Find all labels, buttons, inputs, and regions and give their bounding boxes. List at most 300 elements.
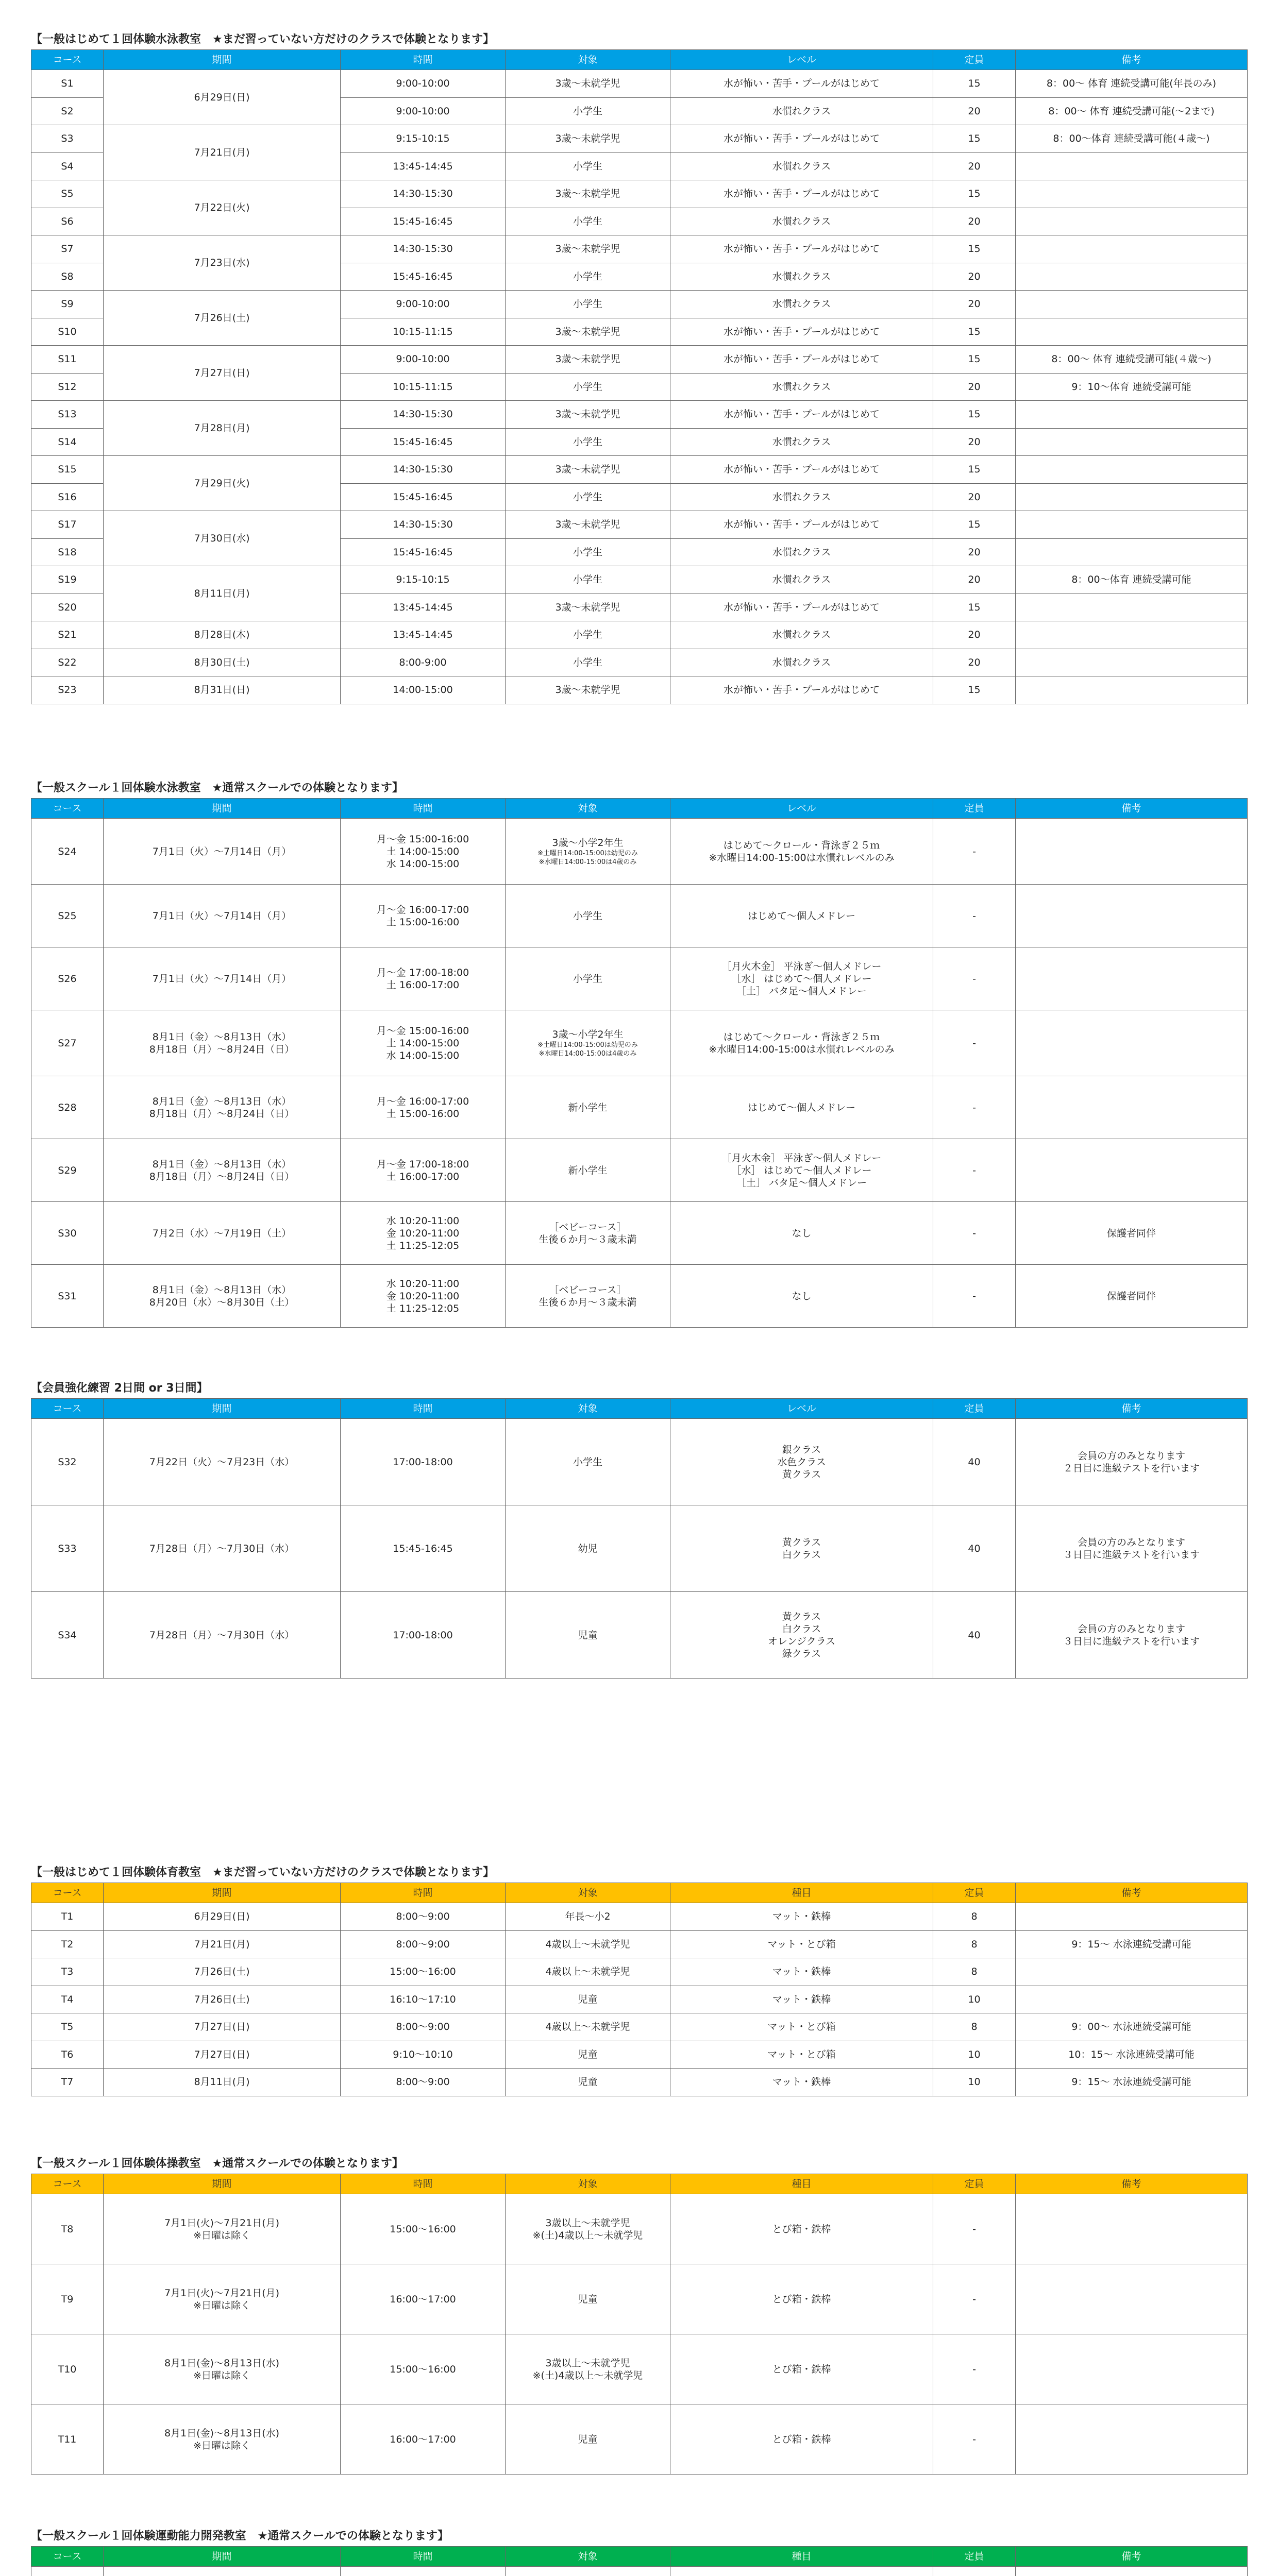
period-cell: 7月26日(土)	[104, 1986, 341, 2013]
header-level: レベル	[670, 799, 933, 819]
table-row	[31, 235, 1248, 263]
level-cell: 水慣れクラス	[670, 566, 933, 594]
course-code: S29	[31, 1139, 104, 1202]
period-cell: 7月26日(土)	[104, 1958, 341, 1986]
section-motor-skills	[31, 2529, 1247, 2576]
capacity-cell: -	[933, 1076, 1016, 1139]
header-course: コース	[31, 2547, 104, 2567]
note-cell: 8：00～ 体育 連続受講可能(４歳～)	[1016, 346, 1248, 374]
header-course: コース	[31, 2174, 104, 2194]
target-cell: 小学生	[506, 621, 670, 649]
note-cell	[1016, 2334, 1248, 2404]
time-cell: 14:30-15:30	[341, 401, 506, 429]
target-cell-line: 新小学生	[568, 1164, 608, 1176]
note-cell	[1016, 1903, 1248, 1931]
header-target: 対象	[506, 1883, 670, 1903]
level-cell	[670, 1265, 933, 1328]
time-cell-line: 金 10:20-11:00	[386, 1227, 460, 1239]
table-row	[31, 2013, 1248, 2041]
time-cell-line: 月～金 17:00-18:00	[376, 1158, 469, 1170]
time-cell-line: 月～金 16:00-17:00	[376, 904, 469, 916]
time-cell: 14:30-15:30	[341, 180, 506, 208]
header-level: 種目	[670, 2174, 933, 2194]
header-period: 期間	[104, 799, 341, 819]
target-cell: 3歳～未就学児	[506, 676, 670, 704]
target-cell: 3歳～未就学児	[506, 594, 670, 621]
note-cell-line: ３日目に進級テストを行います	[1063, 1549, 1200, 1561]
time-cell-line: 土 11:25-12:05	[386, 1302, 460, 1314]
course-code: T3	[31, 1958, 104, 1986]
gym-trial-table	[31, 1883, 1248, 2096]
note-cell	[1016, 208, 1248, 235]
target-cell: 年長～小2	[506, 1903, 670, 1931]
course-code: S22	[31, 649, 104, 676]
capacity-cell: 15	[933, 346, 1016, 374]
time-cell: 9:15-10:15	[341, 566, 506, 594]
level-cell-line: 白クラス	[782, 1623, 821, 1635]
period-cell	[104, 1010, 341, 1076]
time-cell-line: 土 16:00-17:00	[386, 979, 460, 991]
note-cell	[1016, 291, 1248, 318]
capacity-cell: 20	[933, 621, 1016, 649]
period-cell: 7月21日(月)	[104, 125, 341, 180]
period-cell-line: 8月1日(金)～8月13日(水)	[164, 2427, 280, 2439]
level-cell	[670, 1419, 933, 1505]
time-cell: 15:00～16:00	[341, 2194, 506, 2264]
capacity-cell: 20	[933, 428, 1016, 456]
level-cell: 水慣れクラス	[670, 291, 933, 318]
table-row	[31, 1505, 1248, 1592]
table-row	[31, 621, 1248, 649]
period-cell-line: 8月1日(金)～8月13日(水)	[164, 2357, 280, 2369]
time-cell: 13:45-14:45	[341, 152, 506, 180]
period-cell-line: 7月1日（火）～7月14日（月）	[152, 973, 292, 985]
time-cell	[341, 1076, 506, 1139]
capacity-cell: 15	[933, 318, 1016, 346]
section-title: 【一般スクール１回体験水泳教室 ★通常スクールでの体験となります】	[31, 782, 403, 794]
time-cell: 14:30-15:30	[341, 511, 506, 539]
level-cell: とび箱・鉄棒	[670, 2404, 933, 2475]
capacity-cell: -	[933, 1139, 1016, 1202]
level-cell: とび箱・鉄棒	[670, 2264, 933, 2334]
capacity-cell: 20	[933, 373, 1016, 401]
time-cell	[341, 947, 506, 1010]
header-period: 期間	[104, 1883, 341, 1903]
target-cell-line: 3歳～小学2年生	[552, 1028, 624, 1040]
capacity-cell: -	[933, 2404, 1016, 2475]
target-cell: 3歳～未就学児	[506, 125, 670, 153]
capacity-cell: 20	[933, 538, 1016, 566]
header-level: 種目	[670, 2547, 933, 2567]
table-row	[31, 1986, 1248, 2013]
level-cell: 水が怖い・苦手・プールがはじめて	[670, 401, 933, 429]
time-cell	[341, 2567, 506, 2576]
period-cell: 7月29日(火)	[104, 456, 341, 511]
header-target: 対象	[506, 1399, 670, 1419]
level-cell: 水慣れクラス	[670, 649, 933, 676]
section-title: 【会員強化練習 2日間 or 3日間】	[31, 1382, 208, 1395]
time-cell: 15:45-16:45	[341, 208, 506, 235]
period-cell	[104, 2264, 341, 2334]
level-cell-line: オレンジクラス	[767, 1635, 836, 1647]
time-cell: 8:00～9:00	[341, 1930, 506, 1958]
level-cell: 水が怖い・苦手・プールがはじめて	[670, 346, 933, 374]
section-title: 【一般はじめて１回体験体育教室 ★まだ習っていない方だけのクラスで体験となります】	[31, 1866, 495, 1879]
target-cell: 3歳～未就学児	[506, 318, 670, 346]
capacity-cell: 40	[933, 1505, 1016, 1592]
course-code: T2	[31, 1930, 104, 1958]
table-header-row	[31, 2174, 1248, 2194]
time-cell-line: 土 15:00-16:00	[386, 916, 460, 928]
target-cell: 3歳～未就学児	[506, 70, 670, 98]
period-cell: 7月21日(月)	[104, 1930, 341, 1958]
target-cell: 幼児	[506, 1505, 670, 1592]
table-row	[31, 1076, 1248, 1139]
period-cell: 7月28日（月）～7月30日（水）	[104, 1592, 341, 1679]
target-cell	[506, 1265, 670, 1328]
level-cell	[670, 1505, 933, 1592]
note-cell	[1016, 2264, 1248, 2334]
course-code: S33	[31, 1505, 104, 1592]
period-cell-line: 7月1日（火）～7月14日（月）	[152, 910, 292, 922]
time-cell: 9:00-10:00	[341, 346, 506, 374]
time-cell-line: 月～金 15:00-16:00	[376, 1025, 469, 1037]
period-cell: 8月28日(木)	[104, 621, 341, 649]
header-level: レベル	[670, 50, 933, 70]
time-cell: 16:10～17:10	[341, 1986, 506, 2013]
time-cell: 13:45-14:45	[341, 594, 506, 621]
time-cell	[341, 1010, 506, 1076]
period-cell: 8月30日(土)	[104, 649, 341, 676]
time-cell: 9:15-10:15	[341, 125, 506, 153]
note-cell: 8：00～ 体育 連続受講可能(年長のみ)	[1016, 70, 1248, 98]
level-cell: マット・鉄棒	[670, 1903, 933, 1931]
section-gym-school	[31, 2156, 1247, 2475]
time-cell	[341, 885, 506, 947]
note-cell	[1016, 1076, 1248, 1139]
course-code: S1	[31, 70, 104, 98]
header-capacity: 定員	[933, 799, 1016, 819]
target-cell: 小学生	[506, 538, 670, 566]
table-row	[31, 1265, 1248, 1328]
table-row	[31, 1139, 1248, 1202]
header-target: 対象	[506, 50, 670, 70]
level-cell: 水が怖い・苦手・プールがはじめて	[670, 594, 933, 621]
period-cell: 7月28日（月）～7月30日（水）	[104, 1505, 341, 1592]
target-cell-line: ※(土)4歳以上～未就学児	[532, 2369, 643, 2381]
period-cell-line: 7月1日(火)～7月21日(月)	[164, 2217, 280, 2229]
course-code: T9	[31, 2264, 104, 2334]
header-capacity: 定員	[933, 2174, 1016, 2194]
target-cell: 3歳～未就学児	[506, 346, 670, 374]
capacity-cell: 10	[933, 2069, 1016, 2096]
gym-school-table	[31, 2174, 1248, 2475]
time-cell: 14:30-15:30	[341, 235, 506, 263]
course-code: S28	[31, 1076, 104, 1139]
note-cell: 8：00～体育 連続受講可能(４歳～)	[1016, 125, 1248, 153]
level-cell: マット・とび箱	[670, 2041, 933, 2069]
capacity-cell: -	[933, 947, 1016, 1010]
header-target: 対象	[506, 799, 670, 819]
capacity-cell: 20	[933, 649, 1016, 676]
capacity-cell: 15	[933, 125, 1016, 153]
time-cell: 17:00-18:00	[341, 1592, 506, 1679]
level-cell-line: なし	[792, 1290, 812, 1302]
period-cell: 7月22日(火)	[104, 180, 341, 235]
target-cell-note: ※土曜日14:00-15:00は幼児のみ	[537, 849, 638, 857]
table-row	[31, 180, 1248, 208]
course-code	[31, 2567, 104, 2576]
period-cell	[104, 1139, 341, 1202]
level-cell-line: ［月火木金］ 平泳ぎ～個人メドレー	[721, 1152, 882, 1164]
table-row	[31, 291, 1248, 318]
time-cell-line: 水 14:00-15:00	[386, 1049, 460, 1061]
target-cell: 児童	[506, 1592, 670, 1679]
time-cell-line: 月～金 15:00-16:00	[376, 833, 469, 845]
table-row	[31, 1202, 1248, 1265]
period-cell	[104, 819, 341, 885]
header-time: 時間	[341, 2174, 506, 2194]
time-cell: 8:00～9:00	[341, 1903, 506, 1931]
target-cell: 小学生	[506, 428, 670, 456]
member-training-table	[31, 1398, 1248, 1679]
time-cell-line: 金 10:20-11:00	[386, 1290, 460, 1302]
note-cell: 9：15～ 水泳連続受講可能	[1016, 1930, 1248, 1958]
header-note: 備考	[1016, 1883, 1248, 1903]
level-cell: 水慣れクラス	[670, 208, 933, 235]
level-cell: マット・鉄棒	[670, 1958, 933, 1986]
course-code: S8	[31, 263, 104, 291]
time-cell: 14:30-15:30	[341, 456, 506, 484]
level-cell-line: はじめて～個人メドレー	[747, 1101, 855, 1113]
level-cell	[670, 2567, 933, 2576]
note-cell	[1016, 318, 1248, 346]
course-code: T11	[31, 2404, 104, 2475]
period-cell-line: 8月20日（水）～8月30日（土）	[149, 1296, 295, 1308]
time-cell: 15:00～16:00	[341, 1958, 506, 1986]
note-cell	[1016, 235, 1248, 263]
course-code: S12	[31, 373, 104, 401]
course-code: S25	[31, 885, 104, 947]
swim-school-table	[31, 798, 1248, 1328]
course-code: S3	[31, 125, 104, 153]
course-code: S15	[31, 456, 104, 484]
note-cell	[1016, 947, 1248, 1010]
level-cell: 水慣れクラス	[670, 263, 933, 291]
note-cell	[1016, 1139, 1248, 1202]
target-cell: 小学生	[506, 152, 670, 180]
capacity-cell: 15	[933, 70, 1016, 98]
time-cell-line: 土 14:00-15:00	[386, 1037, 460, 1049]
table-row	[31, 1010, 1248, 1076]
header-level: 種目	[670, 1883, 933, 1903]
target-cell-line: 生後６か月～３歳未満	[539, 1233, 637, 1245]
course-code: S20	[31, 594, 104, 621]
period-cell: 6月29日(日)	[104, 70, 341, 125]
level-cell-line: ※水曜日14:00-15:00は水慣れレベルのみ	[709, 852, 895, 863]
level-cell: 水慣れクラス	[670, 538, 933, 566]
table-row	[31, 456, 1248, 484]
course-code: S24	[31, 819, 104, 885]
target-cell-line: 3歳以上～未就学児	[545, 2217, 630, 2229]
capacity-cell: 20	[933, 97, 1016, 125]
table-header-row	[31, 1399, 1248, 1419]
note-cell	[1016, 401, 1248, 429]
level-cell	[670, 1076, 933, 1139]
target-cell-line: 新小学生	[568, 1101, 608, 1113]
section-member-training	[31, 1381, 1247, 1679]
level-cell: とび箱・鉄棒	[670, 2334, 933, 2404]
level-cell: とび箱・鉄棒	[670, 2194, 933, 2264]
capacity-cell: 10	[933, 1986, 1016, 2013]
swim-trial-table	[31, 49, 1248, 704]
level-cell-line: ［水］ はじめて～個人メドレー	[731, 1164, 872, 1176]
level-cell: マット・鉄棒	[670, 1986, 933, 2013]
note-cell	[1016, 676, 1248, 704]
period-cell-line: 8月1日（金）～8月13日（水）	[152, 1095, 292, 1107]
period-cell	[104, 1202, 341, 1265]
time-cell: 9:00-10:00	[341, 97, 506, 125]
period-cell-line: 8月18日（月）～8月24日（日）	[149, 1108, 295, 1120]
course-code: S9	[31, 291, 104, 318]
period-cell-line: 7月2日（水）～7月19日（土）	[152, 1227, 292, 1239]
note-cell: 保護者同伴	[1016, 1202, 1248, 1265]
capacity-cell: 20	[933, 483, 1016, 511]
period-cell: 8月31日(日)	[104, 676, 341, 704]
level-cell: 水が怖い・苦手・プールがはじめて	[670, 318, 933, 346]
note-cell	[1016, 428, 1248, 456]
level-cell	[670, 947, 933, 1010]
target-cell	[506, 2264, 670, 2334]
capacity-cell: -	[933, 1202, 1016, 1265]
time-cell: 9:00-10:00	[341, 70, 506, 98]
table-header-row	[31, 1883, 1248, 1903]
header-capacity: 定員	[933, 1399, 1016, 1419]
time-cell-line: 水 10:20-11:00	[386, 1215, 460, 1227]
header-period: 期間	[104, 2174, 341, 2194]
course-code: S19	[31, 566, 104, 594]
level-cell-line: はじめて～クロール・背泳ぎ２５ｍ	[723, 1031, 880, 1043]
time-cell: 15:45-16:45	[341, 263, 506, 291]
table-row	[31, 649, 1248, 676]
note-cell: 8：00～体育 連続受講可能	[1016, 566, 1248, 594]
target-cell: 小学生	[506, 291, 670, 318]
target-cell-note: ※水曜日14:00-15:00は4歳のみ	[539, 858, 637, 866]
level-cell: 水が怖い・苦手・プールがはじめて	[670, 125, 933, 153]
period-cell-line: 8月1日（金）～8月13日（水）	[152, 1284, 292, 1296]
table-row	[31, 125, 1248, 153]
note-cell: 10：15～ 水泳連続受講可能	[1016, 2041, 1248, 2069]
period-cell-line: 8月18日（月）～8月24日（日）	[149, 1043, 295, 1055]
course-code: S4	[31, 152, 104, 180]
level-cell: 水慣れクラス	[670, 428, 933, 456]
level-cell: 水が怖い・苦手・プールがはじめて	[670, 70, 933, 98]
table-row	[31, 346, 1248, 374]
table-row	[31, 511, 1248, 539]
table-row	[31, 2404, 1248, 2475]
section-gym-trial	[31, 1865, 1247, 2096]
note-cell-line: ３日目に進級テストを行います	[1063, 1635, 1200, 1647]
time-cell	[341, 1202, 506, 1265]
note-cell: 9：15～ 水泳連続受講可能	[1016, 2069, 1248, 2096]
target-cell	[506, 947, 670, 1010]
period-cell	[104, 1076, 341, 1139]
level-cell	[670, 1202, 933, 1265]
capacity-cell: -	[933, 2334, 1016, 2404]
capacity-cell: 40	[933, 1419, 1016, 1505]
level-cell-line: 緑クラス	[782, 1648, 821, 1659]
capacity-cell: -	[933, 885, 1016, 947]
target-cell: 小学生	[506, 1419, 670, 1505]
table-row	[31, 1958, 1248, 1986]
time-cell	[341, 1265, 506, 1328]
time-cell-line: 土 11:25-12:05	[386, 1240, 460, 1251]
level-cell-line: はじめて～クロール・背泳ぎ２５ｍ	[723, 839, 880, 851]
table-row	[31, 2069, 1248, 2096]
target-cell: 児童	[506, 1986, 670, 2013]
header-note: 備考	[1016, 2174, 1248, 2194]
header-course: コース	[31, 1883, 104, 1903]
course-code: T8	[31, 2194, 104, 2264]
time-cell: 15:45-16:45	[341, 483, 506, 511]
note-cell	[1016, 1505, 1248, 1592]
note-cell	[1016, 152, 1248, 180]
table-row	[31, 676, 1248, 704]
note-cell	[1016, 2567, 1248, 2576]
course-code: S31	[31, 1265, 104, 1328]
period-cell	[104, 2567, 341, 2576]
capacity-cell: 15	[933, 676, 1016, 704]
motor-skills-table	[31, 2546, 1248, 2576]
level-cell: マット・とび箱	[670, 1930, 933, 1958]
capacity-cell: -	[933, 1010, 1016, 1076]
level-cell-line: ［月火木金］ 平泳ぎ～個人メドレー	[721, 960, 882, 972]
section-swim-school	[31, 781, 1247, 1328]
course-code: S16	[31, 483, 104, 511]
level-cell-line: 水色クラス	[777, 1456, 826, 1468]
time-cell: 15:45-16:45	[341, 428, 506, 456]
note-cell	[1016, 594, 1248, 621]
note-cell	[1016, 2404, 1248, 2475]
level-cell: 水が怖い・苦手・プールがはじめて	[670, 180, 933, 208]
note-cell	[1016, 885, 1248, 947]
note-cell: 8：00～ 体育 連続受講可能(～2まで)	[1016, 97, 1248, 125]
target-cell	[506, 2334, 670, 2404]
note-cell	[1016, 456, 1248, 484]
header-note: 備考	[1016, 1399, 1248, 1419]
table-header-row	[31, 2547, 1248, 2567]
period-cell-line: 8月18日（月）～8月24日（日）	[149, 1171, 295, 1182]
target-cell-note: ※土曜日14:00-15:00は幼児のみ	[537, 1041, 638, 1049]
period-cell: 7月23日(水)	[104, 235, 341, 291]
table-header-row	[31, 50, 1248, 70]
time-cell: 15:00～16:00	[341, 2334, 506, 2404]
header-time: 時間	[341, 1883, 506, 1903]
course-code: S34	[31, 1592, 104, 1679]
header-course: コース	[31, 799, 104, 819]
table-row	[31, 2041, 1248, 2069]
target-cell: 4歳以上～未就学児	[506, 1930, 670, 1958]
course-code: T7	[31, 2069, 104, 2096]
time-cell: 13:45-14:45	[341, 621, 506, 649]
table-row	[31, 885, 1248, 947]
header-level: レベル	[670, 1399, 933, 1419]
table-row	[31, 2264, 1248, 2334]
level-cell-line: 黄クラス	[782, 1468, 821, 1480]
period-cell: 7月27日(日)	[104, 2041, 341, 2069]
course-code: T1	[31, 1903, 104, 1931]
capacity-cell: 15	[933, 401, 1016, 429]
